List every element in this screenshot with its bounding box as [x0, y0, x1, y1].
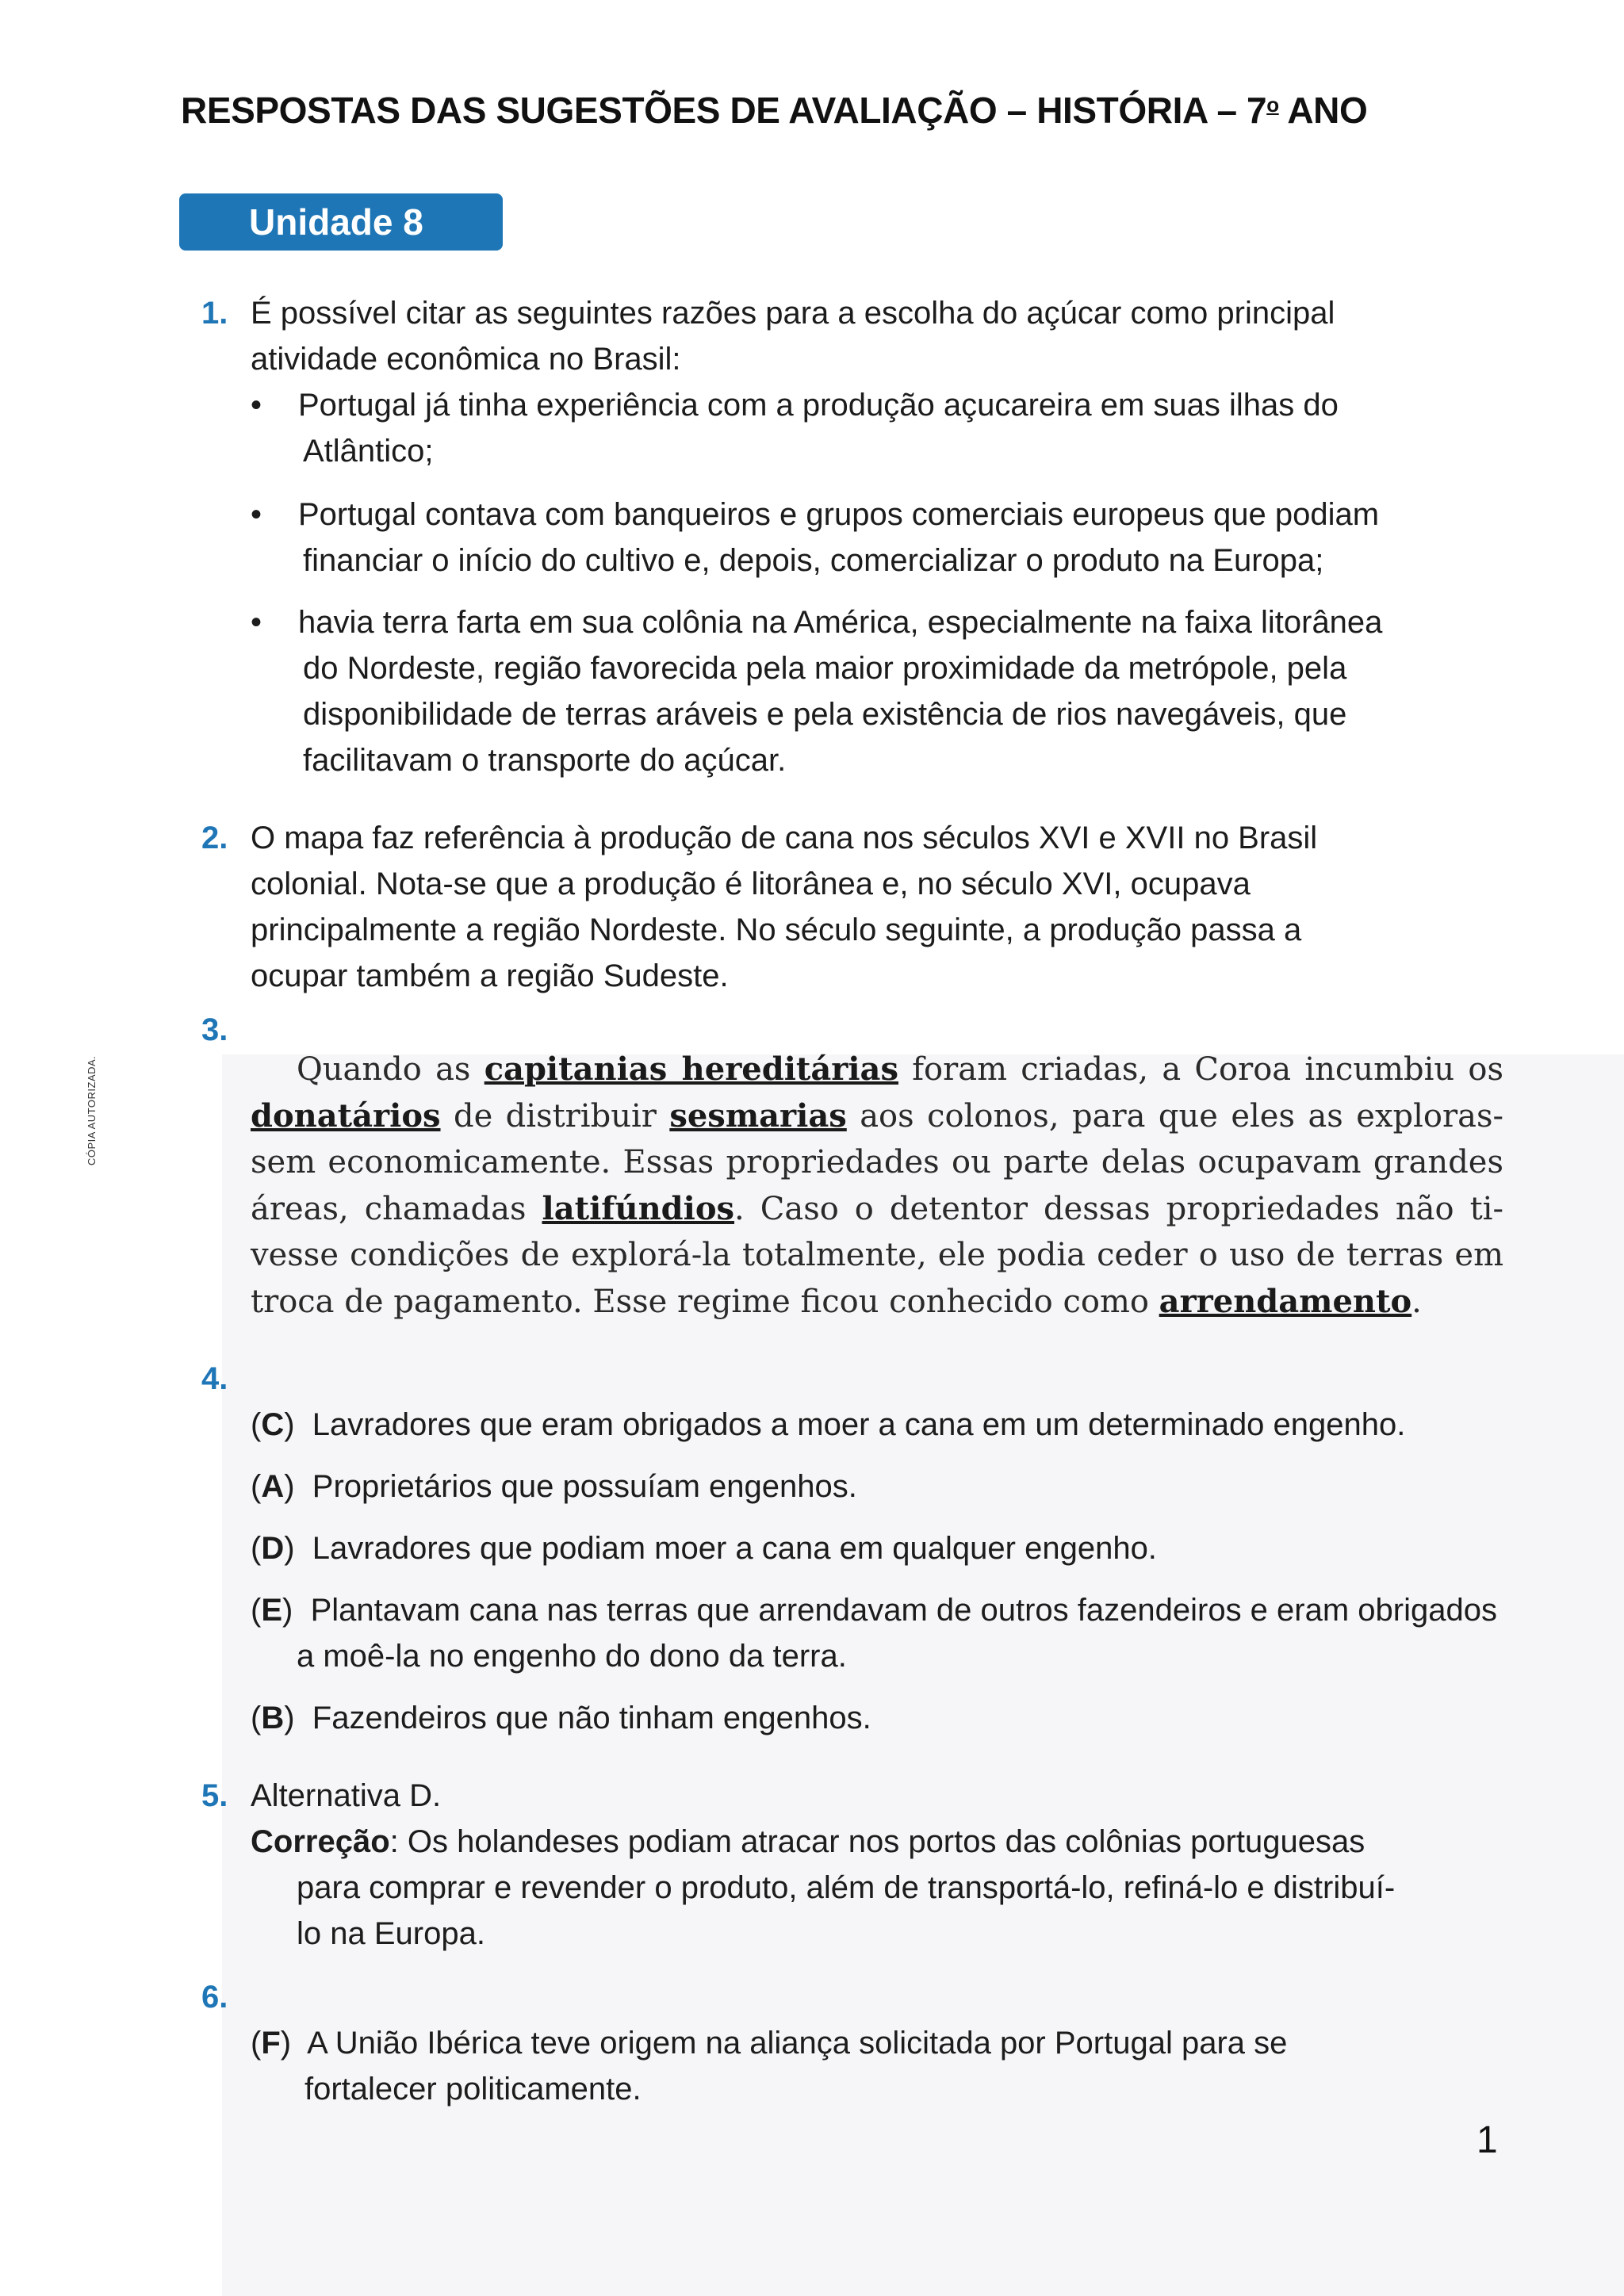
bullet-icon: •	[251, 605, 262, 640]
option-item: (F) A União Ibérica teve origem na aliança solicitada por Portugal para se fortalecer politicamente.	[251, 2026, 1288, 2107]
option-item: (B) Fazendeiros que não tinham engenhos.	[251, 1701, 871, 1735]
bullet-icon: •	[251, 497, 262, 532]
unit-badge: Unidade 8	[179, 193, 503, 251]
question-number: 2.	[201, 821, 228, 855]
filled-term: capitanias hereditárias	[484, 1050, 898, 1088]
filled-term: arrendamento	[1159, 1282, 1412, 1320]
question-number: 1.	[201, 296, 228, 331]
filled-term: latifúndios	[542, 1189, 735, 1227]
question-number: 5.	[201, 1778, 228, 1813]
question-number: 4.	[201, 1361, 228, 1396]
option-item: (E) Plantavam cana nas terras que arrendavam de outros fazendeiros e eram obrigados a moê-la no engenho do dono da terra.	[251, 1593, 1497, 1674]
question-number: 3.	[201, 1012, 228, 1047]
correction-label: Correção	[251, 1824, 390, 1859]
option-item: (D) Lavradores que podiam moer a cana em qualquer engenho.	[251, 1531, 1157, 1566]
copy-authorized-note: CÓPIA AUTORIZADA.	[86, 1055, 98, 1165]
filled-term: donatários	[251, 1096, 441, 1135]
option-item: (A) Proprietários que possuíam engenhos.	[251, 1469, 857, 1504]
question-3-answer-paragraph: Quando as capitanias hereditárias foram criadas, a Coroa incumbiu os donatários de distribuir sesmarias aos colonos, para que eles as exploras-sem economicamente. Essas propriedades ou parte delas ocupavam grandes áreas, chamadas latifúndios. Caso o detentor dessas propriedades não ti-vesse condições de explorá-la totalmente, ele podia ceder o uso de terras em troca de pagamento. Esse regime ficou conhecido como arrendamento.	[251, 1050, 1504, 1320]
page-title: RESPOSTAS DAS SUGESTÕES DE AVALIAÇÃO – HISTÓRIA – 7$^o$ ANO	[181, 90, 1368, 131]
filled-term: sesmarias	[669, 1096, 847, 1135]
question-2: 2. O mapa faz referência à produção de cana nos séculos XVI e XVII no Brasil colonial. Nota-se que a produção é litorânea e, no século XVI, ocupava principalmente a região Nordeste. No século seguinte, a produção passa a ocupar também a região Sudeste.	[201, 815, 1510, 999]
question-1: 1. É possível citar as seguintes razões para a escolha do açúcar como principal atividade econômica no Brasil:	[201, 290, 1510, 382]
option-item: (C) Lavradores que eram obrigados a moer a cana em um determinado engenho.	[251, 1407, 1406, 1442]
question-number: 6.	[201, 1980, 228, 2015]
question-5: 5. Alternativa D. Correção: Os holandeses podiam atracar nos portos das colônias portuguesas para comprar e revender o produto, além de transportá-lo, refiná-lo e distribuí- lo na Europa.	[201, 1773, 1510, 1957]
page-number: 1	[1477, 2119, 1498, 2161]
bullet-icon: •	[251, 388, 262, 423]
